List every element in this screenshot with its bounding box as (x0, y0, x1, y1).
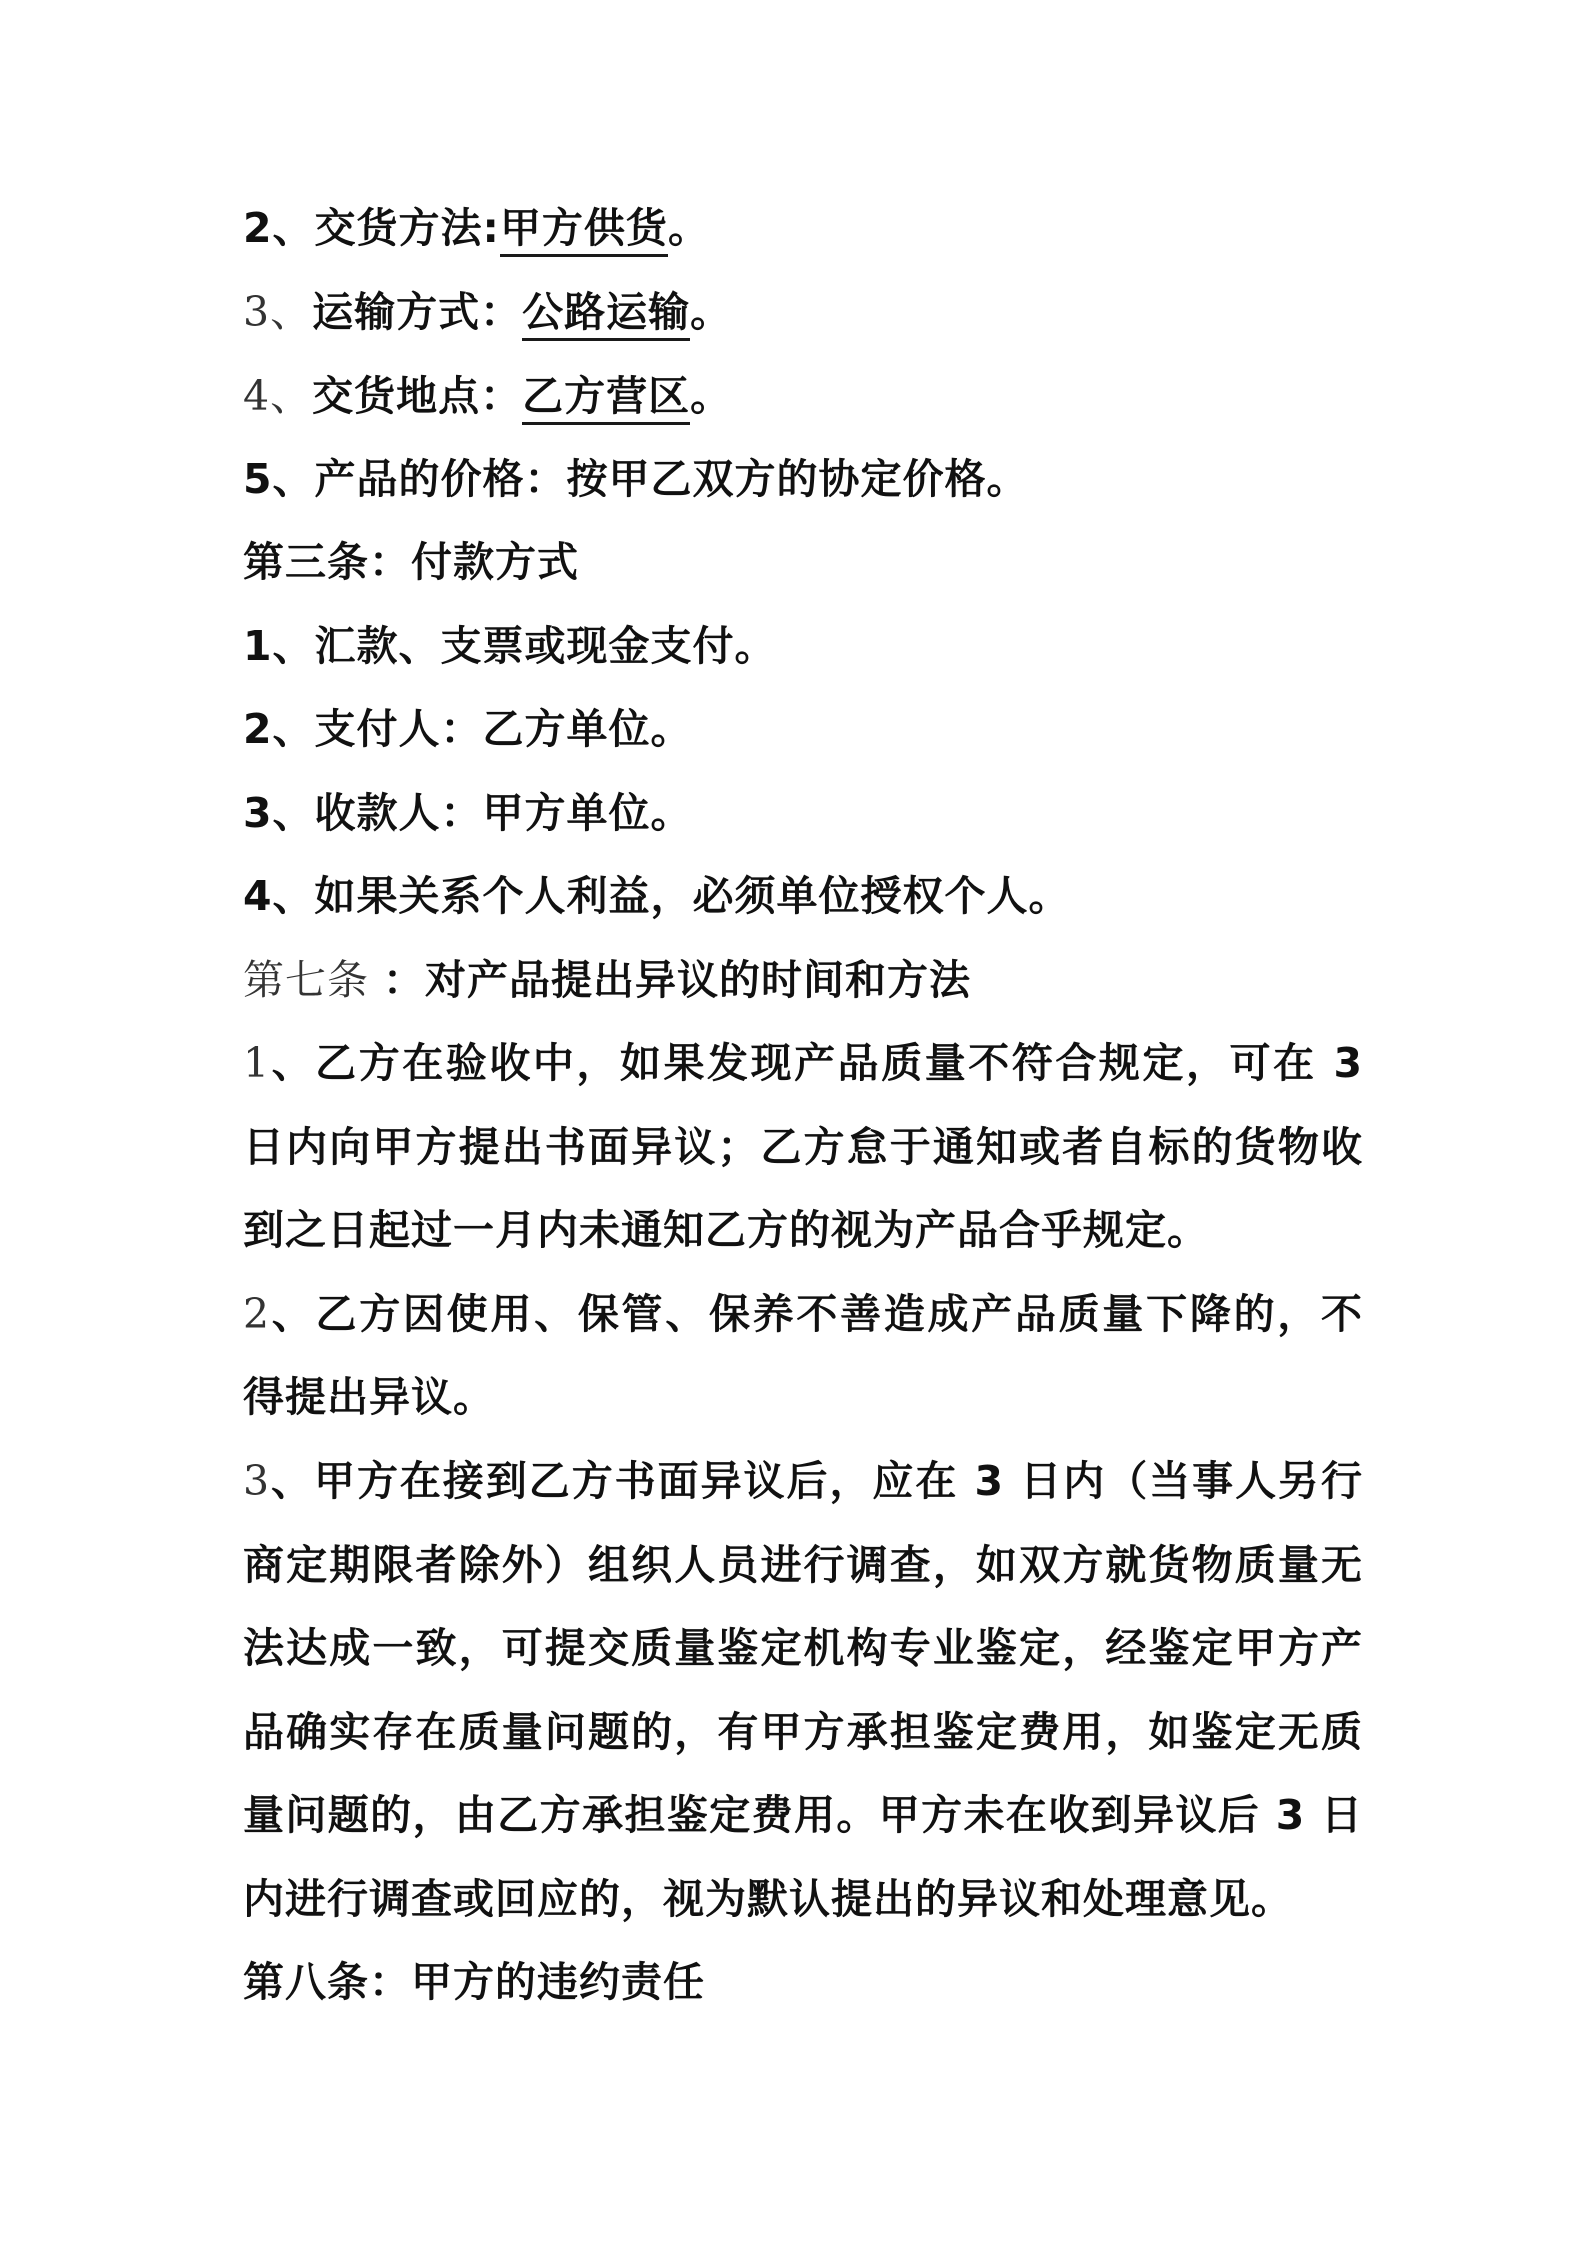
item-number: 3 (243, 288, 271, 336)
objection-item-3-line-5 (243, 1785, 1363, 1845)
line-end-mark: 。 (690, 288, 733, 336)
paragraph-text: 量问题的，由乙方承担鉴定费用。甲方未在收到异议后 3 日 (243, 1791, 1363, 1839)
payment-item-text: 、收款人：甲方单位。 (272, 789, 693, 837)
product-price-line (243, 449, 1363, 509)
objection-item-1-line-2 (243, 1117, 1363, 1177)
payment-item-text: 、支付人：乙方单位。 (272, 705, 693, 753)
section-heading-text: 第三条：付款方式 (243, 538, 579, 586)
paragraph-text: 品确实存在质量问题的，有甲方承担鉴定费用，如鉴定无质 (243, 1708, 1363, 1756)
delivery-method-label: 交货方法: (314, 204, 500, 252)
payment-item-2 (243, 699, 1363, 759)
section-heading-text: 第八条：甲方的违约责任 (243, 1958, 705, 2006)
objection-item-3-line-3 (243, 1618, 1363, 1678)
transport-method-label: 运输方式： (312, 288, 523, 336)
paragraph-text: 、乙方因使用、保管、保养不善造成产品质量下降的，不 (270, 1290, 1363, 1338)
section-heading-payment (243, 532, 1363, 592)
transport-method-line (243, 282, 1363, 342)
item-separator: 、 (270, 288, 313, 336)
item-number: 5 (243, 455, 273, 503)
item-number: 4 (243, 872, 273, 920)
paragraph-text: 、甲方在接到乙方书面异议后，应在 3 日内（当事人另行 (270, 1457, 1363, 1505)
objection-item-3-line-4 (243, 1702, 1363, 1762)
objection-item-2-line-2 (243, 1367, 1363, 1427)
paragraph-text: 法达成一致，可提交质量鉴定机构专业鉴定，经鉴定甲方产 (243, 1624, 1363, 1672)
line-end-mark: 。 (667, 204, 710, 252)
item-separator: 、 (270, 372, 313, 420)
item-number: 3 (243, 789, 273, 837)
line-end-mark: 。 (690, 372, 733, 420)
paragraph-text: 商定期限者除外）组织人员进行调查，如双方就货物质量无 (243, 1541, 1363, 1589)
delivery-method-value: 甲方供货 (500, 204, 668, 257)
item-number: 4 (243, 372, 271, 420)
objection-item-1-line-3 (243, 1200, 1363, 1260)
objection-item-2-line-1 (243, 1284, 1363, 1344)
item-number: 1 (243, 1039, 271, 1087)
objection-item-3-line-6 (243, 1869, 1363, 1929)
item-number: 2 (243, 204, 273, 252)
delivery-location-label: 交货地点： (312, 372, 523, 420)
payment-item-text: 、如果关系个人利益，必须单位授权个人。 (272, 872, 1071, 920)
delivery-location-line (243, 366, 1363, 426)
delivery-method-line (243, 198, 1363, 258)
item-number: 2 (243, 705, 273, 753)
delivery-location-value: 乙方营区 (522, 372, 690, 425)
transport-method-value: 公路运输 (522, 288, 690, 341)
item-separator: 、 (272, 204, 315, 252)
product-price-text: 、产品的价格：按甲乙双方的协定价格。 (272, 455, 1029, 503)
paragraph-text: 日内向甲方提出书面异议；乙方怠于通知或者自标的货物收 (243, 1123, 1363, 1171)
objection-item-1-line-1 (243, 1033, 1363, 1093)
item-number: 2 (243, 1290, 271, 1338)
paragraph-text: 、乙方在验收中，如果发现产品质量不符合规定，可在 3 (270, 1039, 1363, 1087)
payment-item-3 (243, 783, 1363, 843)
section-heading-party-a-liability (243, 1952, 1363, 2012)
paragraph-text: 到之日起过一月内未通知乙方的视为产品合乎规定。 (243, 1206, 1209, 1254)
section-heading-objection (243, 950, 1363, 1010)
payment-item-text: 、汇款、支票或现金支付。 (272, 622, 777, 670)
payment-item-4 (243, 866, 1363, 926)
objection-item-3-line-2 (243, 1535, 1363, 1595)
paragraph-text: 得提出异议。 (243, 1373, 495, 1421)
section-heading-text: ：对产品提出异议的时间和方法 (383, 956, 971, 1004)
item-number: 1 (243, 622, 273, 670)
objection-item-3-line-1 (243, 1451, 1363, 1511)
payment-item-1 (243, 616, 1363, 676)
section-heading-number: 第七条 (243, 956, 369, 1004)
paragraph-text: 内进行调查或回应的，视为默认提出的异议和处理意见。 (243, 1875, 1293, 1923)
item-number: 3 (243, 1457, 271, 1505)
